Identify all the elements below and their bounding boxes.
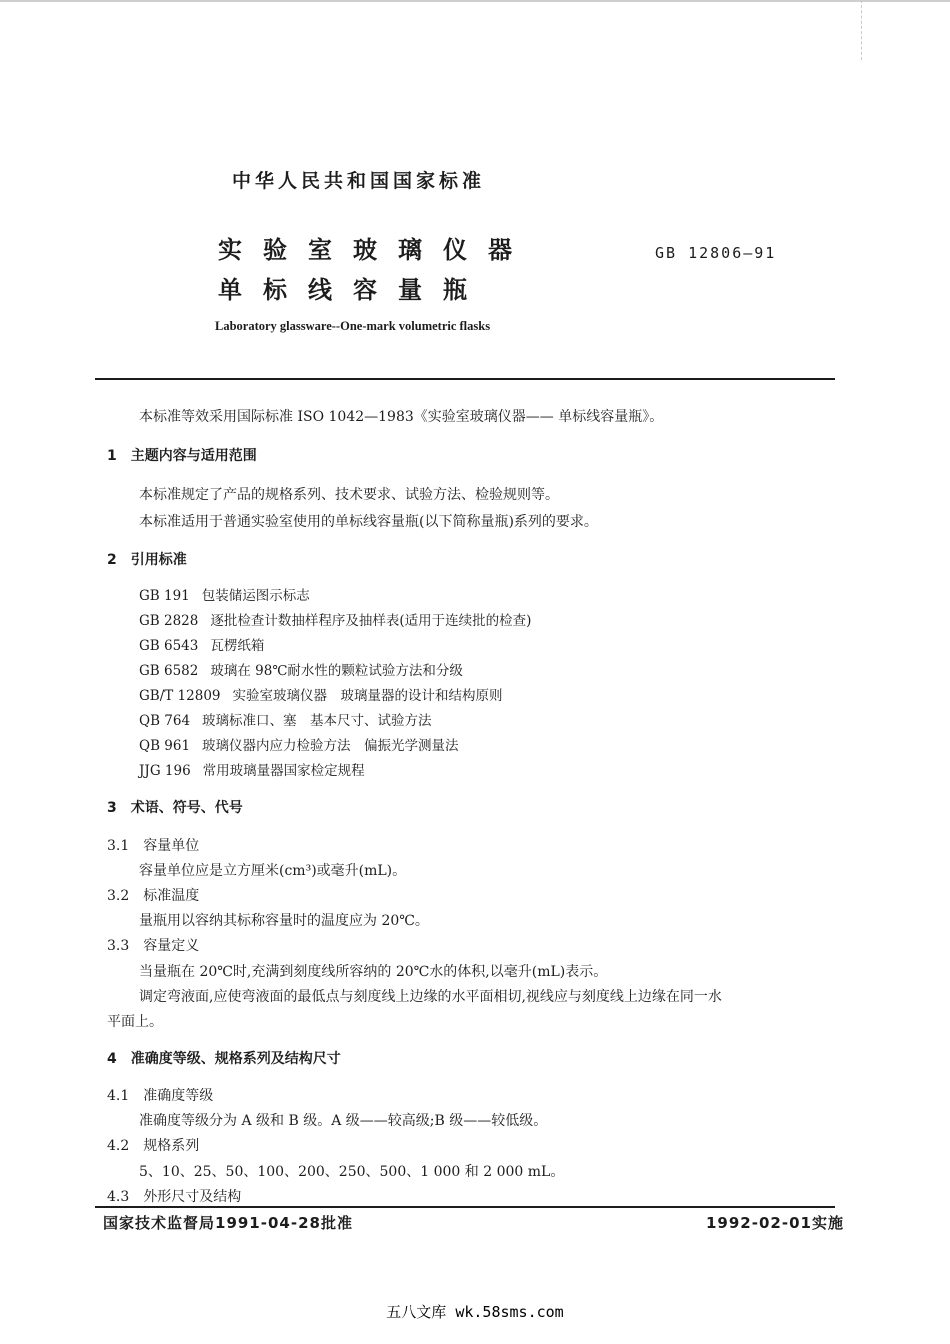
section-3-1-heading: 3.1 容量单位 xyxy=(107,838,200,854)
section-1-paragraph-1: 本标准规定了产品的规格系列、技术要求、试验方法、检验规则等。 xyxy=(139,487,559,503)
section-2-heading: 2 引用标准 xyxy=(107,552,187,568)
reference-title: 包装储运图示标志 xyxy=(201,588,310,604)
reference-code: GB 2828 xyxy=(139,613,199,629)
document-title-line-2: 单标线容量瓶 xyxy=(218,276,488,304)
reference-code: QB 961 xyxy=(139,738,191,754)
section-3-3-heading: 3.3 容量定义 xyxy=(107,938,200,954)
reference-title: 玻璃仪器内应力检验方法 偏振光学测量法 xyxy=(202,738,459,754)
section-1-heading: 1 主题内容与适用范围 xyxy=(107,448,257,464)
approval-line: 国家技术监督局1991-04-28批准 xyxy=(103,1214,353,1232)
reference-title: 常用玻璃量器国家检定规程 xyxy=(202,763,365,779)
section-3-3-text-2: 调定弯液面,应使弯液面的最低点与刻度线上边缘的水平面相切,视线应与刻度线上边缘在同一水 xyxy=(139,989,722,1005)
document-title-line-1: 实验室玻璃仪器 xyxy=(218,236,533,264)
reference-item xyxy=(139,759,365,779)
footer-divider xyxy=(95,1206,835,1208)
reference-item xyxy=(139,734,459,754)
intro-paragraph: 本标准等效采用国际标准 ISO 1042—1983《实验室玻璃仪器—— 单标线容量瓶》。 xyxy=(139,409,664,425)
reference-title: 瓦楞纸箱 xyxy=(210,638,265,654)
reference-title: 实验室玻璃仪器 玻璃量器的设计和结构原则 xyxy=(232,688,503,704)
reference-item xyxy=(139,684,503,704)
english-title: Laboratory glassware--One-mark volumetric flasks xyxy=(215,319,491,333)
section-4-2-heading: 4.2 规格系列 xyxy=(107,1138,200,1154)
reference-code: GB 6543 xyxy=(139,638,199,654)
reference-title: 玻璃标准口、塞 基本尺寸、试验方法 xyxy=(202,713,432,729)
section-3-3-text-3: 平面上。 xyxy=(107,1014,163,1030)
section-4-3-heading: 4.3 外形尺寸及结构 xyxy=(107,1189,242,1205)
reference-item xyxy=(139,609,531,629)
header-divider xyxy=(95,378,835,380)
section-3-heading: 3 术语、符号、代号 xyxy=(107,800,243,816)
section-3-3-text-1: 当量瓶在 20℃时,充满到刻度线所容纳的 20℃水的体积,以毫升(mL)表示。 xyxy=(139,964,608,980)
national-standard-title: 中华人民共和国国家标准 xyxy=(232,170,486,192)
reference-code: GB 6582 xyxy=(139,663,199,679)
section-4-2-text: 5、10、25、50、100、200、250、500、1 000 和 2 000 mL。 xyxy=(139,1164,565,1180)
section-3-1-text: 容量单位应是立方厘米(cm³)或毫升(mL)。 xyxy=(139,863,407,879)
reference-code: GB/T 12809 xyxy=(139,688,221,704)
reference-code: GB 191 xyxy=(139,588,190,604)
section-4-1-heading: 4.1 准确度等级 xyxy=(107,1088,214,1104)
scan-fold-line xyxy=(861,0,863,60)
section-4-heading: 4 准确度等级、规格系列及结构尺寸 xyxy=(107,1051,341,1067)
section-3-2-text: 量瓶用以容纳其标称容量时的温度应为 20℃。 xyxy=(139,913,429,929)
reference-item xyxy=(139,634,264,654)
reference-title: 逐批检查计数抽样程序及抽样表(适用于连续批的检查) xyxy=(210,613,532,629)
reference-code: QB 764 xyxy=(139,713,191,729)
site-watermark: 五八文库 wk.58sms.com xyxy=(386,1303,564,1321)
section-4-1-text: 准确度等级分为 A 级和 B 级。A 级——较高级;B 级——较低级。 xyxy=(139,1113,548,1129)
reference-title: 玻璃在 98℃耐水性的颗粒试验方法和分级 xyxy=(210,663,463,679)
section-1-paragraph-2: 本标准适用于普通实验室使用的单标线容量瓶(以下简称量瓶)系列的要求。 xyxy=(139,514,598,530)
standard-code: GB 12806—91 xyxy=(655,244,777,262)
reference-item xyxy=(139,659,463,679)
reference-code: JJG 196 xyxy=(139,763,191,779)
effective-date: 1992-02-01实施 xyxy=(706,1214,844,1232)
page-edge xyxy=(0,0,950,2)
reference-item xyxy=(139,584,310,604)
reference-item xyxy=(139,709,432,729)
section-3-2-heading: 3.2 标准温度 xyxy=(107,888,200,904)
